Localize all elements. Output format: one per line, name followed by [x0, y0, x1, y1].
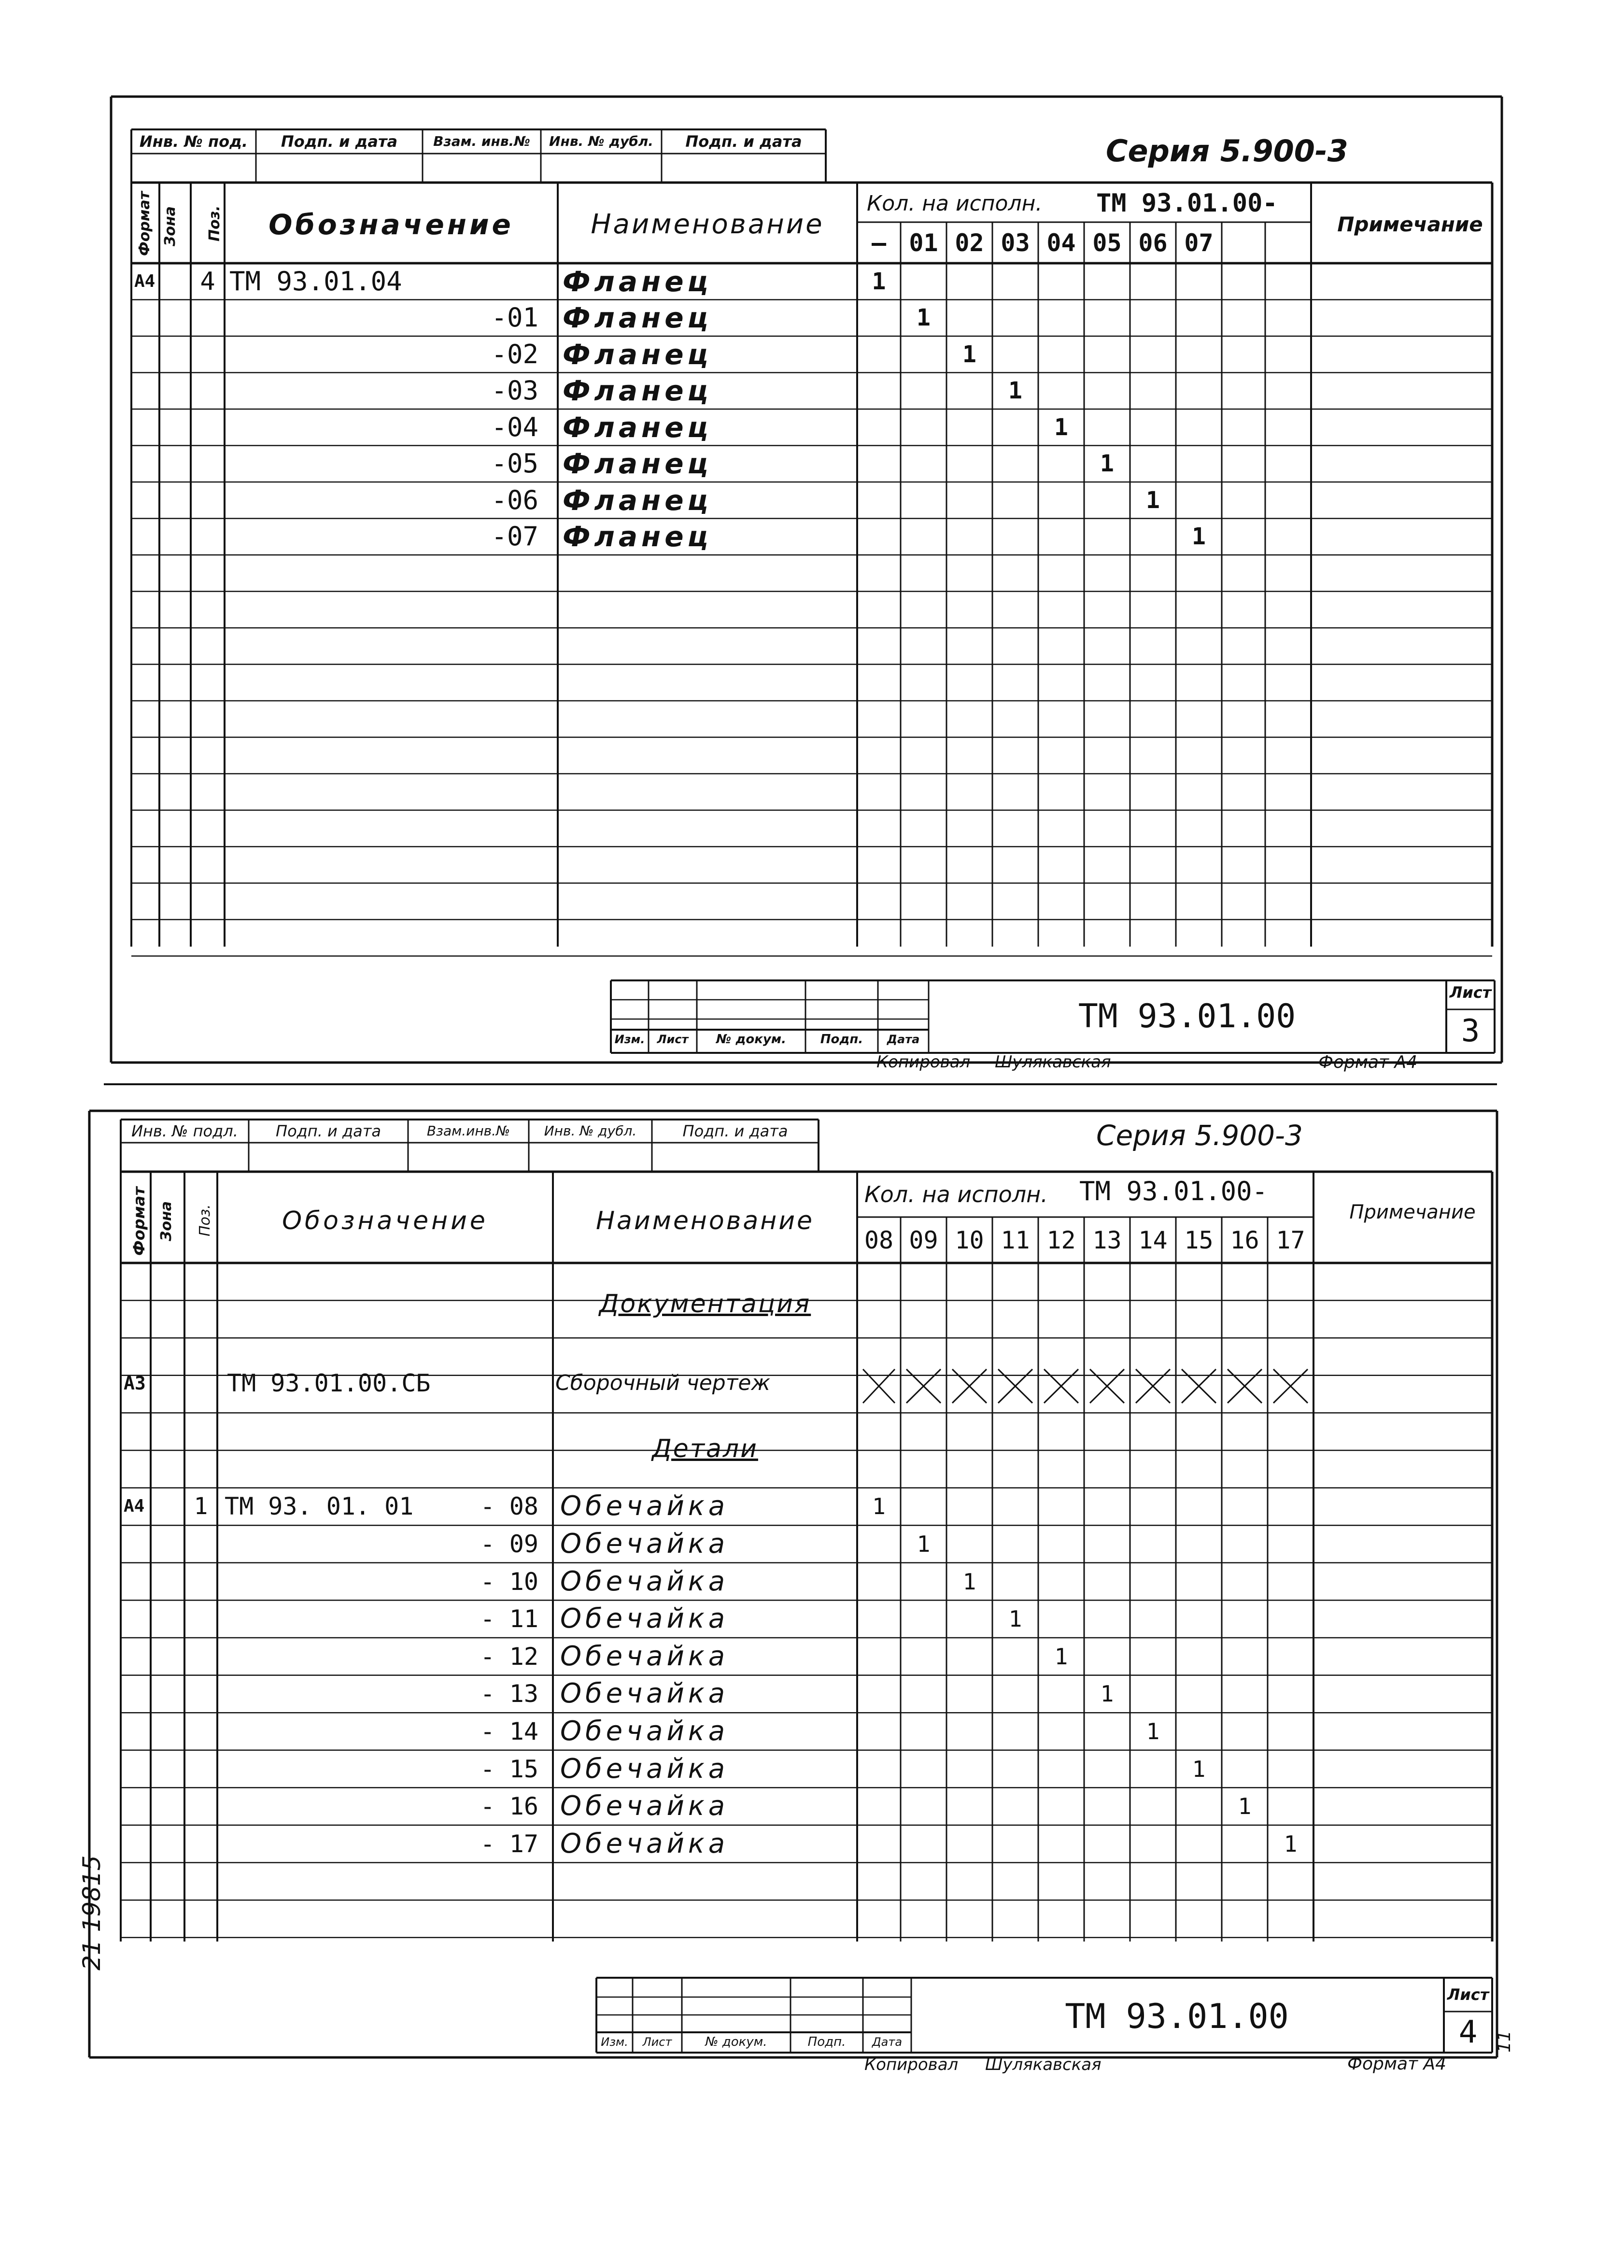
row-variant-suffix-2: - 12: [480, 1642, 538, 1671]
row-variant-suffix-2: - 15: [480, 1755, 538, 1783]
row-qty: 1: [962, 340, 976, 368]
tb-sheet-label-2: Лист: [1447, 1985, 1489, 2004]
stamp-header-vzam-inv: Взам. инв.№: [433, 133, 530, 149]
variant-col-header-2: 10: [955, 1226, 984, 1254]
series-label: Серия 5.900-3: [1106, 133, 1348, 169]
tb-label-data: Дата: [887, 1033, 920, 1046]
variant-col-header-2: 14: [1138, 1226, 1168, 1254]
row-variant-suffix-2: - 08: [480, 1492, 538, 1521]
row-pos: 4: [200, 267, 215, 296]
col-header-name-2: Наименование: [595, 1206, 815, 1235]
col-header-designation-2: Обозначение: [282, 1206, 488, 1235]
row-qty: 1: [1100, 450, 1114, 478]
row-variant-suffix-2: - 11: [480, 1605, 538, 1633]
stamp-header-inv-podl-2: Инв. № подл.: [131, 1122, 238, 1140]
row-name: Фланец: [563, 338, 712, 371]
col-header-note: Примечание: [1337, 213, 1483, 236]
variant-col-header: [1222, 222, 1265, 263]
row-variant-suffix-2: - 13: [480, 1680, 538, 1708]
section-documentation: Документация: [599, 1290, 811, 1318]
variant-col-header: —: [871, 228, 887, 257]
col-header-designation: Обозначение: [268, 208, 514, 241]
variant-col-header-2: 12: [1046, 1226, 1076, 1254]
row-variant-suffix: -06: [491, 484, 538, 515]
row-name: Фланец: [563, 301, 712, 335]
row-name-2: Обечайка: [560, 1753, 729, 1785]
footer-copied: Копировал: [876, 1052, 971, 1072]
variant-col-header: 03: [1001, 228, 1030, 257]
row-variant-suffix-2: - 10: [480, 1567, 538, 1596]
row-qty-2: 1: [1238, 1793, 1252, 1820]
footer-copier-2: Шулякавская: [985, 2055, 1101, 2074]
variant-col-header-2: 15: [1184, 1226, 1214, 1254]
row-name-2: Обечайка: [560, 1565, 729, 1597]
row-qty: 1: [917, 304, 931, 332]
row-name-2: Обечайка: [560, 1640, 729, 1672]
variant-col-header: 01: [909, 228, 938, 257]
row-name-2: Обечайка: [560, 1528, 729, 1559]
row-format: А4: [134, 271, 155, 291]
variant-col-header: 04: [1046, 228, 1076, 257]
variant-col-header-2: 11: [1001, 1226, 1030, 1254]
tb-sheet-number: 3: [1461, 1013, 1480, 1049]
variant-col-header-2: 17: [1276, 1226, 1305, 1254]
row-qty-2: 1: [1008, 1606, 1022, 1632]
row-name: Фланец: [563, 374, 712, 408]
row-name-2: Обечайка: [560, 1828, 729, 1859]
stamp-header-podp-data-4: Подп. и дата: [682, 1122, 788, 1140]
stamp-header-podp-data-2: Подп. и дата: [685, 132, 802, 151]
tb-label-list-2: Лист: [642, 2035, 672, 2049]
tb-doc-number: ТМ 93.01.00: [1078, 997, 1296, 1035]
variant-col-header: 07: [1184, 228, 1214, 257]
row-qty-2: 1: [1100, 1681, 1114, 1707]
footer-format: Формат А4: [1318, 1052, 1418, 1072]
row-variant-suffix-2: - 17: [480, 1829, 538, 1858]
col-header-qty-2: Кол. на исполн.: [864, 1181, 1048, 1207]
col-header-format-2: Формат: [130, 1187, 148, 1256]
row-variant-suffix: -01: [491, 302, 538, 333]
row-qty: 1: [872, 268, 886, 295]
margin-archive-number: 21 19815: [78, 1855, 106, 1970]
col-header-format: Формат: [136, 191, 153, 256]
row-qty: 1: [1008, 377, 1022, 405]
tb-doc-number-2: ТМ 93.01.00: [1065, 1997, 1289, 2036]
stamp-header-podp-data: Подп. и дата: [281, 132, 398, 151]
stamp-header-inv-dubl: Инв. № дубл.: [549, 133, 653, 149]
tb-label-izm-2: Изм.: [601, 2035, 628, 2049]
variant-col-header: 05: [1092, 228, 1122, 257]
row-qty-2: 1: [1146, 1718, 1160, 1744]
variant-col-header: 06: [1138, 228, 1168, 257]
row-name: Фланец: [563, 520, 712, 553]
tb-label-izm: Изм.: [614, 1033, 645, 1046]
row-qty-2: 1: [917, 1531, 931, 1557]
row-qty-2: 1: [1054, 1643, 1068, 1670]
stamp-header-inv-dubl-2: Инв. № дубл.: [544, 1123, 637, 1139]
row-qty: 1: [1192, 523, 1206, 551]
row-name-2: Обечайка: [560, 1490, 729, 1522]
assembly-designation: ТМ 93.01.00.СБ: [227, 1369, 431, 1397]
edge-mark: 11: [1495, 2030, 1514, 2053]
tb-sheet-number-2: 4: [1458, 2014, 1478, 2050]
row-designation: ТМ 93.01.04: [229, 266, 402, 297]
row-pos-2: 1: [194, 1493, 208, 1520]
tb-label-podp: Подп.: [820, 1032, 863, 1047]
row-variant-suffix: -05: [491, 448, 538, 479]
row-name: Фланец: [563, 411, 712, 444]
section-details: Детали: [652, 1434, 758, 1463]
tb-sheet-label: Лист: [1449, 983, 1492, 1002]
col-header-zone: Зона: [162, 206, 179, 246]
footer-format-2: Формат А4: [1347, 2054, 1447, 2074]
row-qty-2: 1: [1192, 1756, 1206, 1782]
col-header-qty-doc-2: ТМ 93.01.00-: [1079, 1176, 1268, 1206]
row-variant-suffix: -07: [491, 521, 538, 552]
tb-label-data-2: Дата: [872, 2035, 903, 2049]
stamp-header-inv-podl: Инв. № под.: [139, 132, 248, 151]
footer-copied-2: Копировал: [864, 2055, 959, 2074]
row-variant-suffix-2: - 14: [480, 1717, 538, 1745]
row-qty-2: 1: [962, 1568, 976, 1595]
col-header-pos-2: Поз.: [197, 1204, 213, 1236]
variant-col-header-2: 08: [864, 1226, 894, 1254]
row-qty: 1: [1054, 413, 1068, 441]
row-variant-suffix-2: - 09: [480, 1530, 538, 1558]
col-header-qty: Кол. на исполн.: [867, 191, 1043, 216]
stamp-header-vzam-inv-2: Взам.инв.№: [426, 1123, 510, 1139]
row-name: Фланец: [563, 265, 712, 298]
col-header-pos: Поз.: [206, 205, 223, 241]
tb-label-list: Лист: [657, 1033, 689, 1046]
assembly-format: А3: [124, 1372, 146, 1394]
stamp-header-podp-data-3: Подп. и дата: [276, 1122, 381, 1140]
row-name-2: Обечайка: [560, 1790, 729, 1822]
variant-col-header-2: 13: [1092, 1226, 1122, 1254]
col-header-qty-doc: ТМ 93.01.00-: [1096, 189, 1278, 218]
row-qty-2: 1: [1284, 1830, 1298, 1857]
row-variant-suffix: -02: [491, 339, 538, 369]
row-variant-suffix-2: - 16: [480, 1792, 538, 1821]
assembly-name: Сборочный чертеж: [555, 1370, 771, 1395]
row-qty: 1: [1146, 486, 1160, 514]
row-designation-2: ТМ 93. 01. 01: [225, 1492, 414, 1521]
tb-label-doc-2: № докум.: [705, 2035, 767, 2049]
series-label-2: Серия 5.900-3: [1096, 1119, 1303, 1152]
col-header-name: Наименование: [591, 209, 824, 240]
footer-copier: Шулякавская: [995, 1052, 1111, 1072]
row-format-2: А4: [124, 1496, 145, 1517]
row-name-2: Обечайка: [560, 1715, 729, 1747]
row-qty-2: 1: [872, 1493, 886, 1520]
row-name: Фланец: [563, 483, 712, 517]
row-name-2: Обечайка: [560, 1603, 729, 1635]
col-header-note-2: Примечание: [1349, 1201, 1476, 1223]
variant-col-header: [1265, 222, 1311, 263]
row-variant-suffix: -04: [491, 411, 538, 442]
row-name-2: Обечайка: [560, 1678, 729, 1710]
row-name: Фланец: [563, 447, 712, 481]
row-variant-suffix: -03: [491, 375, 538, 406]
variant-col-header-2: 16: [1230, 1226, 1259, 1254]
variant-col-header: 02: [955, 228, 984, 257]
variant-col-header-2: 09: [909, 1226, 938, 1254]
col-header-zone-2: Зона: [158, 1201, 175, 1241]
tb-label-doc: № докум.: [716, 1032, 786, 1047]
tb-label-podp-2: Подп.: [807, 2035, 846, 2049]
